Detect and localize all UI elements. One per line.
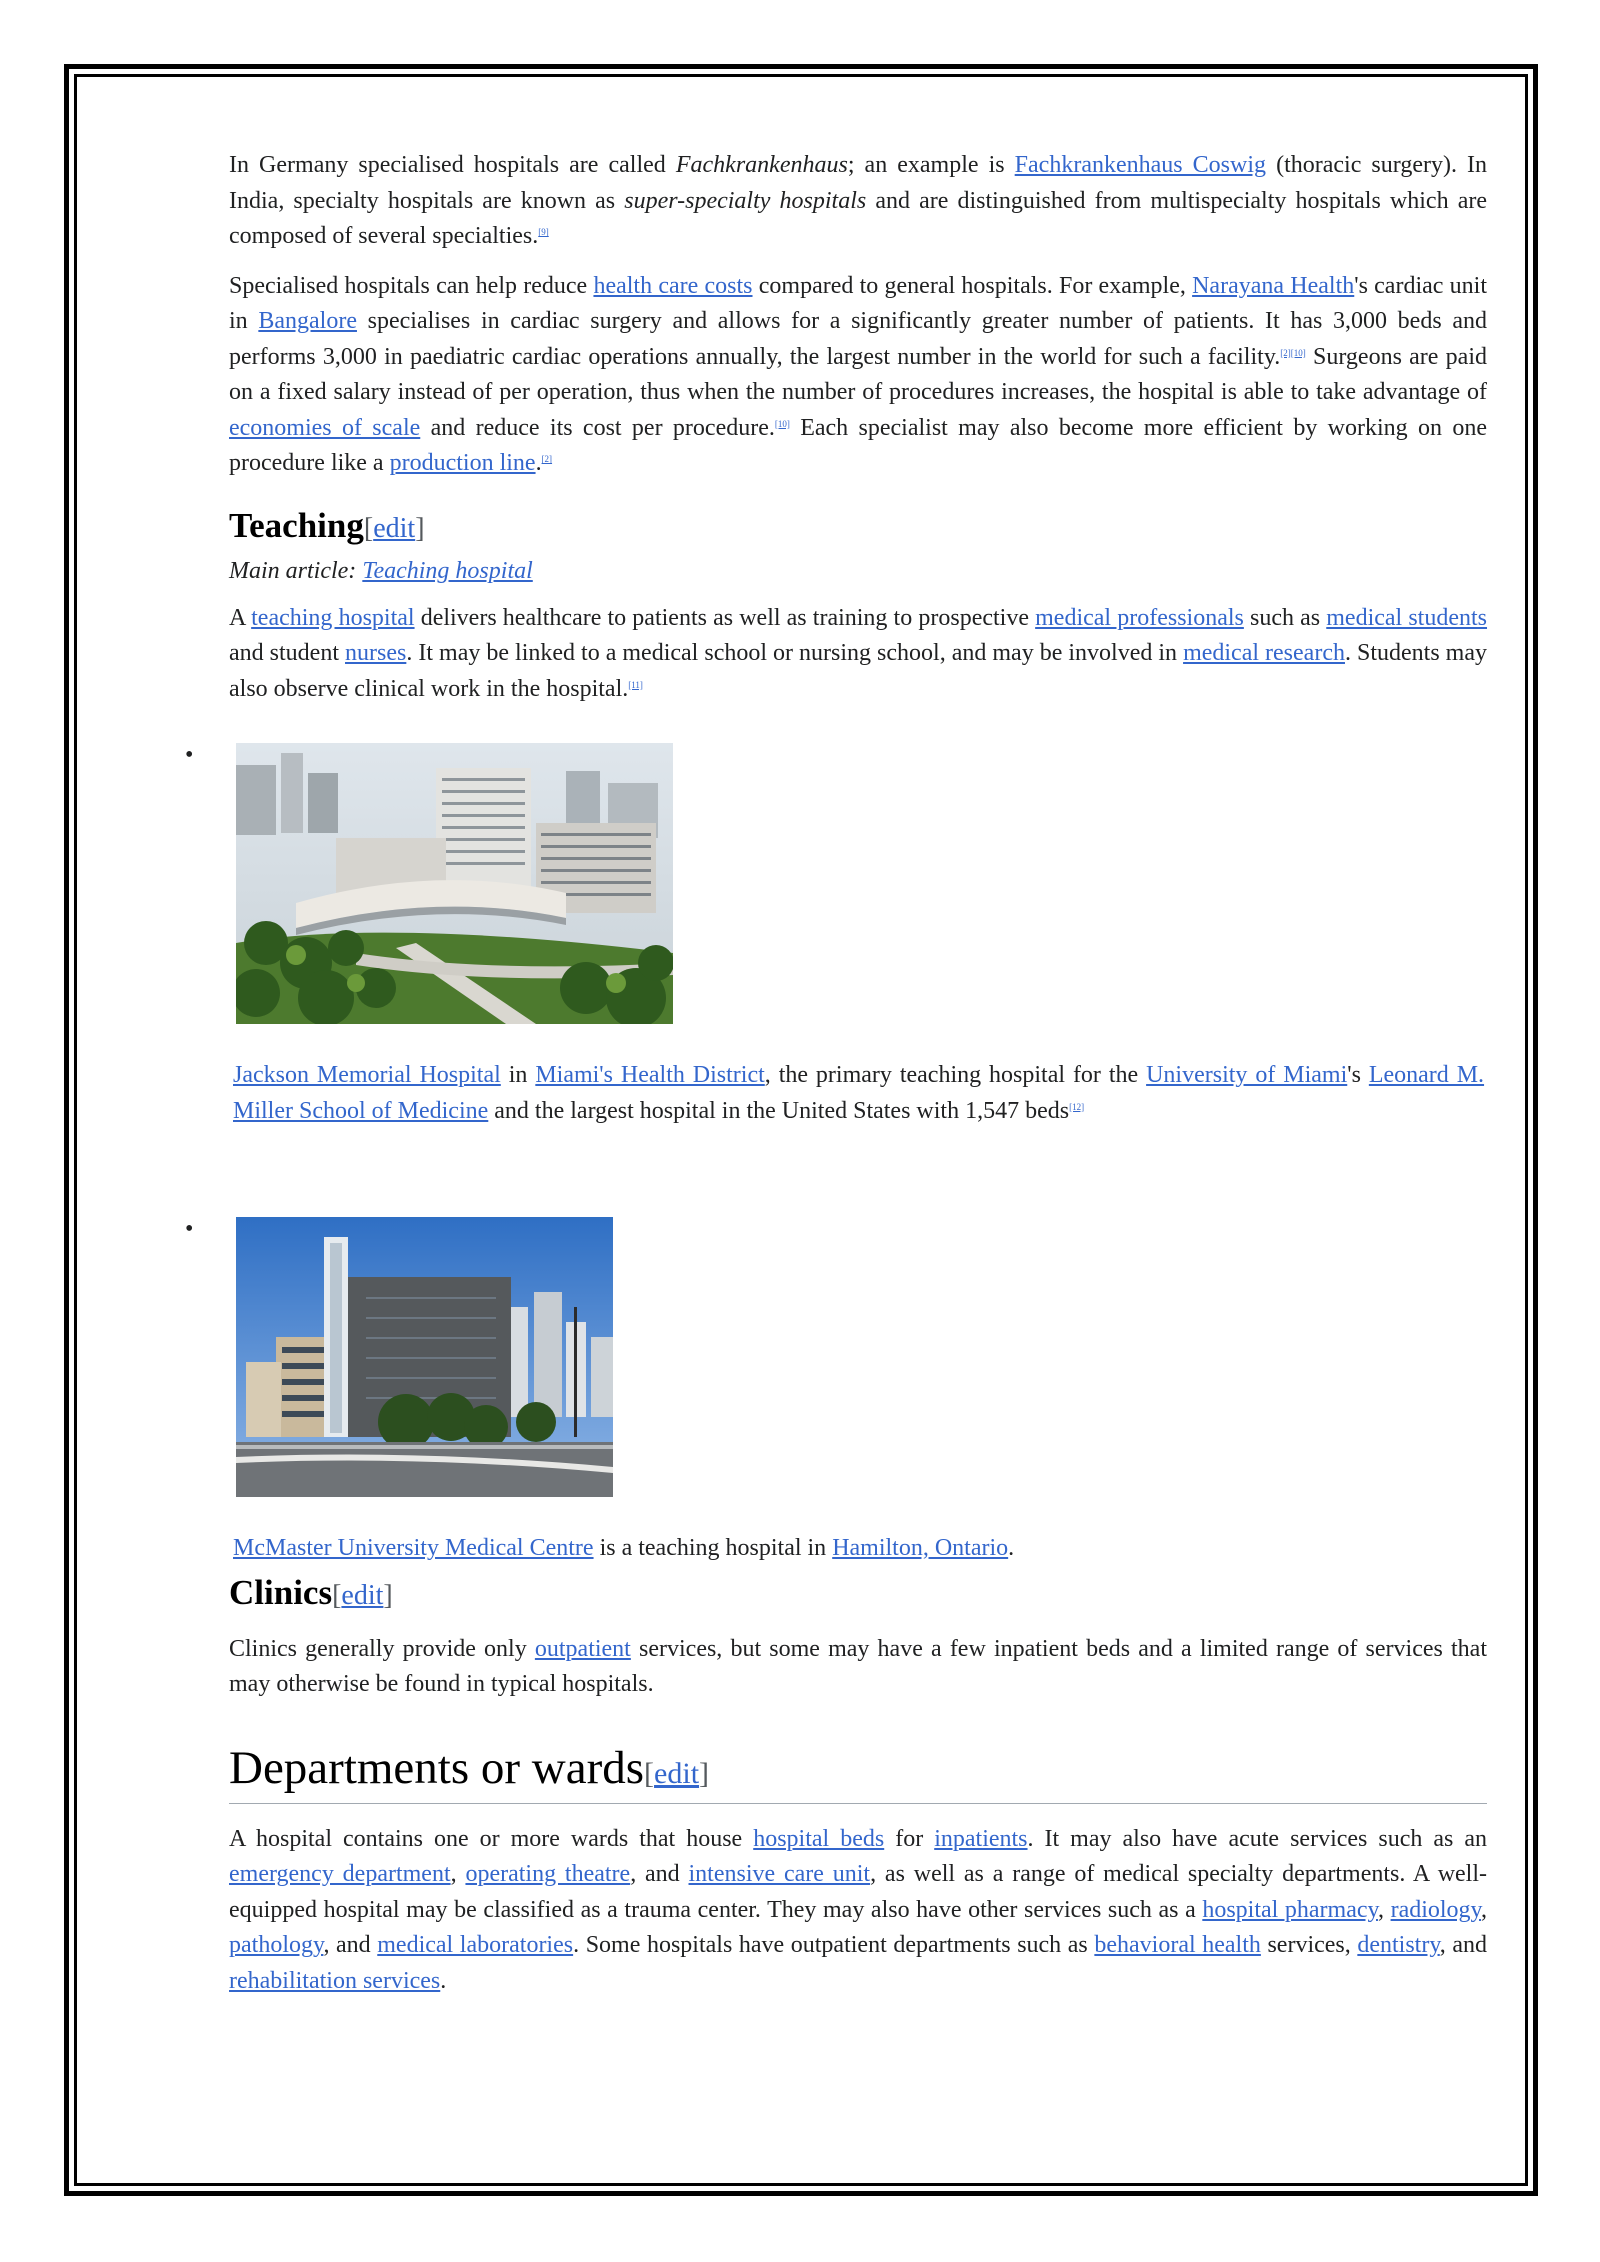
text: . Students may also observe clinical work in the hospital. <box>229 640 1488 702</box>
link-teaching-hospital-article[interactable]: Teaching hospital <box>362 557 533 584</box>
caption-mcmaster <box>233 1531 1487 1567</box>
link-medical-students[interactable]: medical students <box>1326 604 1488 631</box>
bracket: [ <box>363 512 374 544</box>
text: Specialised hospitals can help reduce <box>229 272 594 299</box>
text: and reduce its cost per procedure. <box>420 414 775 441</box>
link-economies-of-scale[interactable]: economies of scale <box>229 414 421 441</box>
text: . <box>535 450 542 476</box>
edit-link[interactable]: edit <box>654 1756 700 1790</box>
text: and the largest hospital in the United States with 1,547 beds <box>488 1097 1070 1124</box>
link-university-of-miami[interactable]: University of Miami <box>1146 1062 1348 1088</box>
text: , <box>450 1861 466 1887</box>
text: , and <box>630 1861 689 1887</box>
article-content <box>185 148 1488 2013</box>
heading-text: Departments or wards <box>229 1741 645 1794</box>
link-behavioral-health[interactable]: behavioral health <box>1094 1932 1261 1958</box>
link-jackson-memorial-hospital[interactable]: Jackson Memorial Hospital <box>233 1062 501 1088</box>
link-operating-theatre[interactable]: operating theatre <box>465 1861 631 1887</box>
heading-departments-or-wards <box>229 1741 1487 1804</box>
edit-section <box>332 1580 393 1611</box>
text: Each specialist may also become more efficient by working on one procedure like a <box>229 414 1487 476</box>
heading-text: Teaching <box>229 505 364 545</box>
bullet: • <box>185 742 194 768</box>
paragraph-clinics <box>229 1632 1487 1703</box>
link-health-care-costs[interactable]: health care costs <box>593 272 753 299</box>
text: . It may also have acute services such as an <box>1027 1825 1488 1852</box>
edit-section <box>364 513 425 544</box>
text: delivers healthcare to patients as well as training to prospective <box>414 604 1036 631</box>
link-rehabilitation-services[interactable]: rehabilitation services <box>229 1967 441 1994</box>
text: services, but some may have a few inpatient beds and a limited range of services that may otherwise be found in typical hospitals. <box>229 1635 1487 1697</box>
citation-2[interactable]: [2] <box>1280 347 1291 358</box>
citation-12[interactable]: [12] <box>1069 1101 1085 1112</box>
text: , and <box>323 1932 378 1958</box>
text: (thoracic surgery). In India, specialty hospitals are known as <box>229 152 1488 214</box>
hospital-aerial-image <box>236 743 673 1024</box>
bracket: ] <box>699 1756 710 1790</box>
heading-text: Clinics <box>229 1572 333 1612</box>
text: 's <box>1347 1062 1369 1088</box>
text: 's cardiac unit in <box>229 272 1488 334</box>
link-radiology[interactable]: radiology <box>1390 1896 1481 1923</box>
text: , <box>1481 1896 1487 1923</box>
text: , as well as a range of medical specialty departments. A well-equipped hospital may be classified as a trauma center. They may also have other services such as a <box>229 1861 1488 1923</box>
link-fachkrankenhaus-coswig[interactable]: Fachkrankenhaus Coswig <box>1014 152 1267 178</box>
text: compared to general hospitals. For example, <box>752 272 1193 299</box>
edit-section <box>644 1757 709 1790</box>
text: A hospital contains one or more wards that house <box>229 1825 754 1852</box>
edit-link[interactable]: edit <box>341 1579 384 1611</box>
text: and student <box>229 640 346 666</box>
link-nurses[interactable]: nurses <box>345 640 407 666</box>
link-narayana-health[interactable]: Narayana Health <box>1192 272 1355 299</box>
paragraph-teaching <box>229 601 1487 708</box>
text: A <box>229 604 252 631</box>
link-miller-school-of-medicine[interactable]: Leonard M. Miller School of Medicine <box>233 1062 1485 1124</box>
caption-jackson <box>233 1058 1487 1129</box>
gallery-item-mcmaster <box>185 1216 1487 1567</box>
edit-link[interactable]: edit <box>373 512 416 544</box>
link-medical-professionals[interactable]: medical professionals <box>1035 604 1244 631</box>
text: is a teaching hospital in <box>593 1535 833 1561</box>
text: In Germany specialised hospitals are called <box>229 152 676 178</box>
heading-clinics <box>229 1571 1487 1618</box>
photo-jackson-memorial-hospital[interactable] <box>236 743 673 1024</box>
text: . It may be linked to a medical school or nursing school, and may be involved in <box>406 640 1184 666</box>
text: such as <box>1243 604 1327 631</box>
text: , and <box>1439 1932 1488 1958</box>
text: , the primary teaching hospital for the <box>764 1062 1147 1088</box>
text: specialises in cardiac surgery and allows for a significantly greater number of patients. It has 3,000 beds and performs 3,000 in paediatric cardiac operations annually, the largest number in the world for such a facility. <box>229 308 1487 370</box>
link-dentistry[interactable]: dentistry <box>1357 1932 1440 1958</box>
citation-2[interactable]: [2] <box>541 454 553 464</box>
paragraph-departments <box>229 1822 1487 2000</box>
citation-11[interactable]: [11] <box>628 679 643 690</box>
text: Surgeons are paid on a fixed salary instead of per operation, thus when the number of procedures increases, the hospital is able to take advantage of <box>229 343 1487 405</box>
hatnote-main-article <box>229 555 1487 587</box>
term-fachkrankenhaus: Fachkrankenhaus <box>675 152 848 178</box>
text: , <box>1377 1896 1391 1923</box>
bullet: • <box>185 1216 194 1242</box>
link-inpatients[interactable]: inpatients <box>934 1825 1028 1852</box>
hatnote-prefix: Main article: <box>229 557 363 584</box>
photo-mcmaster-medical-centre[interactable] <box>236 1217 613 1497</box>
term-super-specialty: super-specialty hospitals <box>624 187 867 214</box>
link-bangalore[interactable]: Bangalore <box>258 308 357 334</box>
citation-10[interactable]: [10] <box>1290 347 1306 358</box>
text: . <box>440 1967 447 1994</box>
text: ; an example is <box>847 152 1015 178</box>
link-production-line[interactable]: production line <box>389 450 536 476</box>
hospital-building-image <box>236 1217 613 1497</box>
link-teaching-hospital[interactable]: teaching hospital <box>251 604 415 631</box>
text: . <box>1008 1535 1015 1561</box>
link-hospital-beds[interactable]: hospital beds <box>753 1825 885 1852</box>
text: and are distinguished from multispecialty hospitals which are composed of several specialties. <box>229 187 1487 249</box>
link-mcmaster-university-medical-centre[interactable]: McMaster University Medical Centre <box>233 1535 594 1561</box>
text: services, <box>1260 1932 1358 1958</box>
link-outpatient[interactable]: outpatient <box>534 1635 631 1662</box>
heading-teaching <box>229 504 1487 551</box>
link-intensive-care-unit[interactable]: intensive care unit <box>688 1861 871 1887</box>
bracket: [ <box>644 1756 655 1790</box>
citation-9[interactable]: [9] <box>538 227 549 237</box>
link-emergency-department[interactable]: emergency department <box>229 1861 451 1887</box>
citation-10[interactable]: [10] <box>774 418 790 429</box>
link-hamilton-ontario[interactable]: Hamilton, Ontario <box>832 1535 1009 1561</box>
link-pathology[interactable]: pathology <box>229 1932 324 1958</box>
link-medical-laboratories[interactable]: medical laboratories <box>377 1932 574 1958</box>
bracket: [ <box>332 1579 342 1611</box>
bracket: ] <box>383 1579 393 1611</box>
text: for <box>884 1825 935 1852</box>
text: . Some hospitals have outpatient departments such as <box>573 1932 1095 1958</box>
paragraph-specialised-costs <box>229 269 1487 482</box>
text: Clinics generally provide only <box>229 1635 535 1662</box>
paragraph-specialised-germany <box>229 148 1487 255</box>
bracket: ] <box>415 512 425 544</box>
gallery-item-jackson <box>185 742 1487 1129</box>
link-hospital-pharmacy[interactable]: hospital pharmacy <box>1202 1896 1378 1923</box>
text: in <box>500 1062 536 1088</box>
link-medical-research[interactable]: medical research <box>1183 640 1345 666</box>
link-miami-health-district[interactable]: Miami's Health District <box>535 1062 765 1088</box>
